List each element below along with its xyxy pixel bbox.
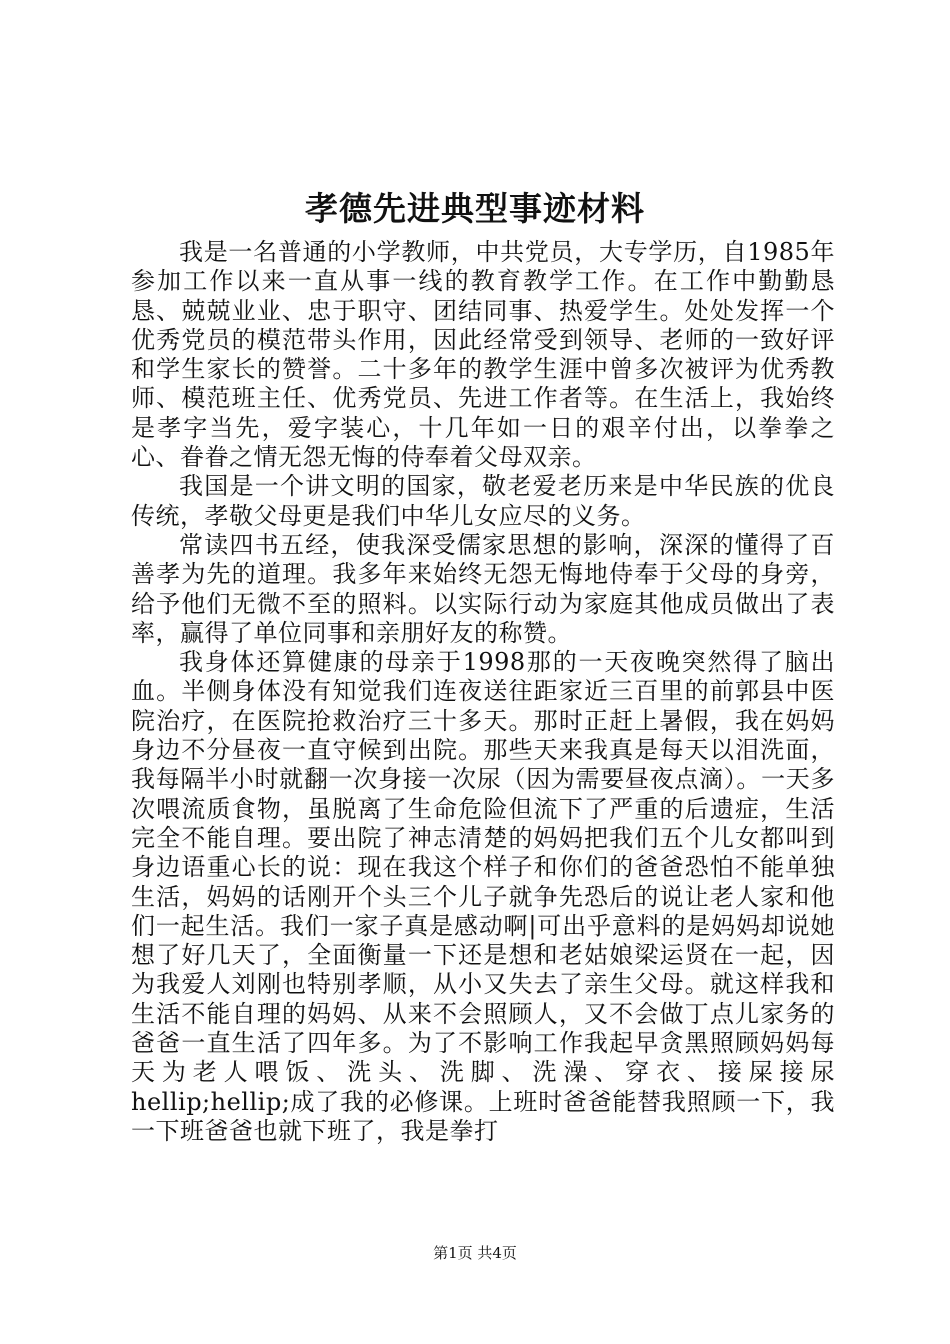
paragraph-3: 常读四书五经，使我深受儒家思想的影响，深深的懂得了百善孝为先的道理。我多年来始终无怨无悔地侍奉于父母的身旁，给予他们无微不至的照料。以实际行动为家庭其他成员做出了表率，赢得了单位同事和亲朋好友的称赞。 <box>131 530 835 647</box>
document-title: 孝德先进典型事迹材料 <box>305 189 645 228</box>
paragraph-2: 我国是一个讲文明的国家，敬老爱老历来是中华民族的优良传统，孝敬父母更是我们中华儿女应尽的义务。 <box>131 472 835 530</box>
page-footer <box>0 1243 950 1263</box>
paragraph-1: 我是一名普通的小学教师，中共党员，大专学历，自1985年参加工作以来一直从事一线的教育教学工作。在工作中勤勤恳恳、兢兢业业、忠于职守、团结同事、热爱学生。处处发挥一个优秀党员的模范带头作用，因此经常受到领导、老师的一致好评和学生家长的赞誉。二十多年的教学生涯中曾多次被评为优秀教师、模范班主任、优秀党员、先进工作者等。在生活上，我始终是孝字当先，爱字装心，十几年如一日的艰辛付出，以拳拳之心、眷眷之情无怨无悔的侍奉着父母双亲。 <box>131 238 835 472</box>
document-body <box>131 238 835 1146</box>
page-number: 第1页 共4页 <box>433 1244 517 1262</box>
paragraph-4: 我身体还算健康的母亲于1998那的一天夜晚突然得了脑出血。半侧身体没有知觉我们连夜送往距家近三百里的前郭县中医院治疗，在医院抢救治疗三十多天。那时正赶上暑假，我在妈妈身边不分昼夜一直守候到出院。那些天来我真是每天以泪洗面，我每隔半小时就翻一次身接一次尿（因为需要昼夜点滴）。一天多次喂流质食物，虽脱离了生命危险但流下了严重的后遗症，生活完全不能自理。要出院了神志清楚的妈妈把我们五个儿女都叫到身边语重心长的说：现在我这个样子和你们的爸爸恐怕不能单独生活，妈妈的话刚开个头三个儿子就争先恐后的说让老人家和他们一起生活。我们一家子真是感动啊|可出乎意料的是妈妈却说她想了好几天了，全面衡量一下还是想和老姑娘梁运贤在一起，因为我爱人刘刚也特别孝顺，从小又失去了亲生父母。就这样我和生活不能自理的妈妈、从来不会照顾人，又不会做丁点儿家务的爸爸一直生活了四年多。为了不影响工作我起早贪黑照顾妈妈每天为老人喂饭、洗头、洗脚、洗澡、穿衣、接屎接尿hellip;hellip;成了我的必修课。上班时爸爸能替我照顾一下，我一下班爸爸也就下班了，我是拳打 <box>131 648 835 1145</box>
